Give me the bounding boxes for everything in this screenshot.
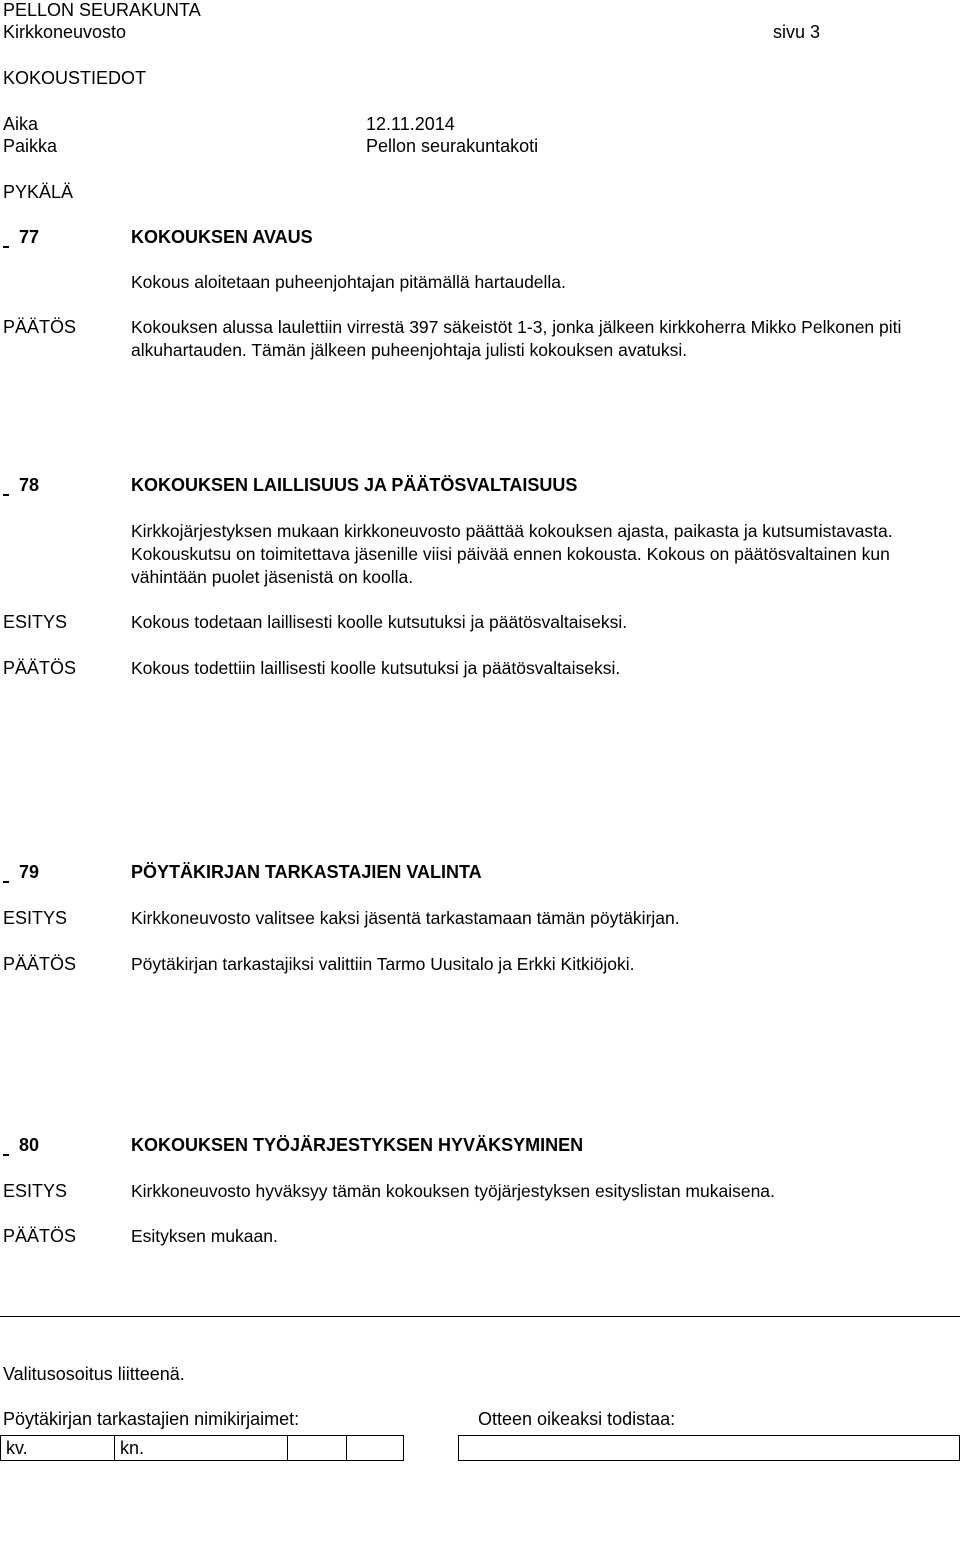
page-number: sivu 3: [773, 22, 821, 42]
section-title: KOKOUKSEN LAILLISUUS JA PÄÄTÖSVALTAISUUS: [131, 475, 578, 495]
certified-label: Otteen oikeaksi todistaa:: [478, 1409, 676, 1429]
body-name: Kirkkoneuvosto: [3, 22, 127, 42]
section-title: KOKOUKSEN TYÖJÄRJESTYKSEN HYVÄKSYMINEN: [131, 1135, 584, 1155]
section-mark: [3, 1133, 9, 1157]
decision-text: Esityksen mukaan.: [131, 1226, 278, 1246]
proposal-label: ESITYS: [3, 1181, 68, 1201]
section-mark: [3, 473, 9, 497]
footer-divider: [0, 1316, 960, 1317]
section-title: KOKOUKSEN AVAUS: [131, 227, 313, 247]
meeting-info-title: KOKOUSTIEDOT: [3, 68, 147, 88]
organization-name: PELLON SEURAKUNTA: [3, 0, 201, 20]
appeal-note: Valitusosoitus liitteenä.: [3, 1364, 185, 1384]
section-77-heading: [3, 225, 39, 249]
time-label: Aika: [3, 114, 39, 134]
section-80-heading: [3, 1133, 39, 1157]
proposal-text: Kirkkoneuvosto valitsee kaksi jäsentä tarkastamaan tämän pöytäkirjan.: [131, 908, 680, 928]
initials-box: [346, 1435, 404, 1461]
proposal-text: Kokous todetaan laillisesti koolle kutsutuksi ja päätösvaltaiseksi.: [131, 612, 628, 632]
section-intro: Kokous aloitetaan puheenjohtajan pitämällä hartaudella.: [131, 272, 566, 292]
certification-box: [458, 1435, 960, 1461]
section-intro: Kirkkojärjestyksen mukaan kirkkoneuvosto päättää kokouksen ajasta, paikasta ja kutsumistavasta. Kokouskutsu on toimitettava jäsenille viisi päivää ennen kokousta. Kokous on päätösvaltainen kun vähintään puolet jäsenistä on koolla.: [131, 521, 893, 587]
initials-label: Pöytäkirjan tarkastajien nimikirjaimet:: [3, 1409, 300, 1429]
section-title: PÖYTÄKIRJAN TARKASTAJIEN VALINTA: [131, 862, 482, 882]
section-number: 79: [19, 862, 40, 882]
proposal-label: ESITYS: [3, 612, 68, 632]
section-number: 80: [19, 1135, 40, 1155]
section-mark: [3, 225, 9, 249]
decision-label: PÄÄTÖS: [3, 1226, 77, 1246]
proposal-label: ESITYS: [3, 908, 68, 928]
section-79-heading: [3, 860, 39, 884]
place-label: Paikka: [3, 136, 58, 156]
section-number: 78: [19, 475, 40, 495]
decision-text: Kokouksen alussa laulettiin virrestä 397 säkeistöt 1-3, jonka jälkeen kirkkoherra Mikko Pelkonen piti alkuhartauden. Tämän jälkeen puheenjohtaja julisti kokouksen avatuksi.: [131, 317, 902, 360]
place-value: Pellon seurakuntakoti: [366, 136, 539, 156]
initials-box: [287, 1435, 347, 1461]
decision-label: PÄÄTÖS: [3, 658, 77, 678]
time-value: 12.11.2014: [366, 114, 455, 134]
section-78-heading: [3, 473, 39, 497]
decision-label: PÄÄTÖS: [3, 317, 77, 337]
section-mark: [3, 860, 9, 884]
section-number: 77: [19, 227, 40, 247]
decision-label: PÄÄTÖS: [3, 954, 77, 974]
decision-text: Kokous todettiin laillisesti koolle kutsutuksi ja päätösvaltaiseksi.: [131, 658, 621, 678]
section-label: PYKÄLÄ: [3, 182, 74, 202]
proposal-text: Kirkkoneuvosto hyväksyy tämän kokouksen työjärjestyksen esityslistan mukaisena.: [131, 1181, 775, 1201]
kn-label: kn.: [120, 1438, 145, 1458]
kv-label: kv.: [6, 1438, 28, 1458]
decision-text: Pöytäkirjan tarkastajiksi valittiin Tarmo Uusitalo ja Erkki Kitkiöjoki.: [131, 954, 635, 974]
